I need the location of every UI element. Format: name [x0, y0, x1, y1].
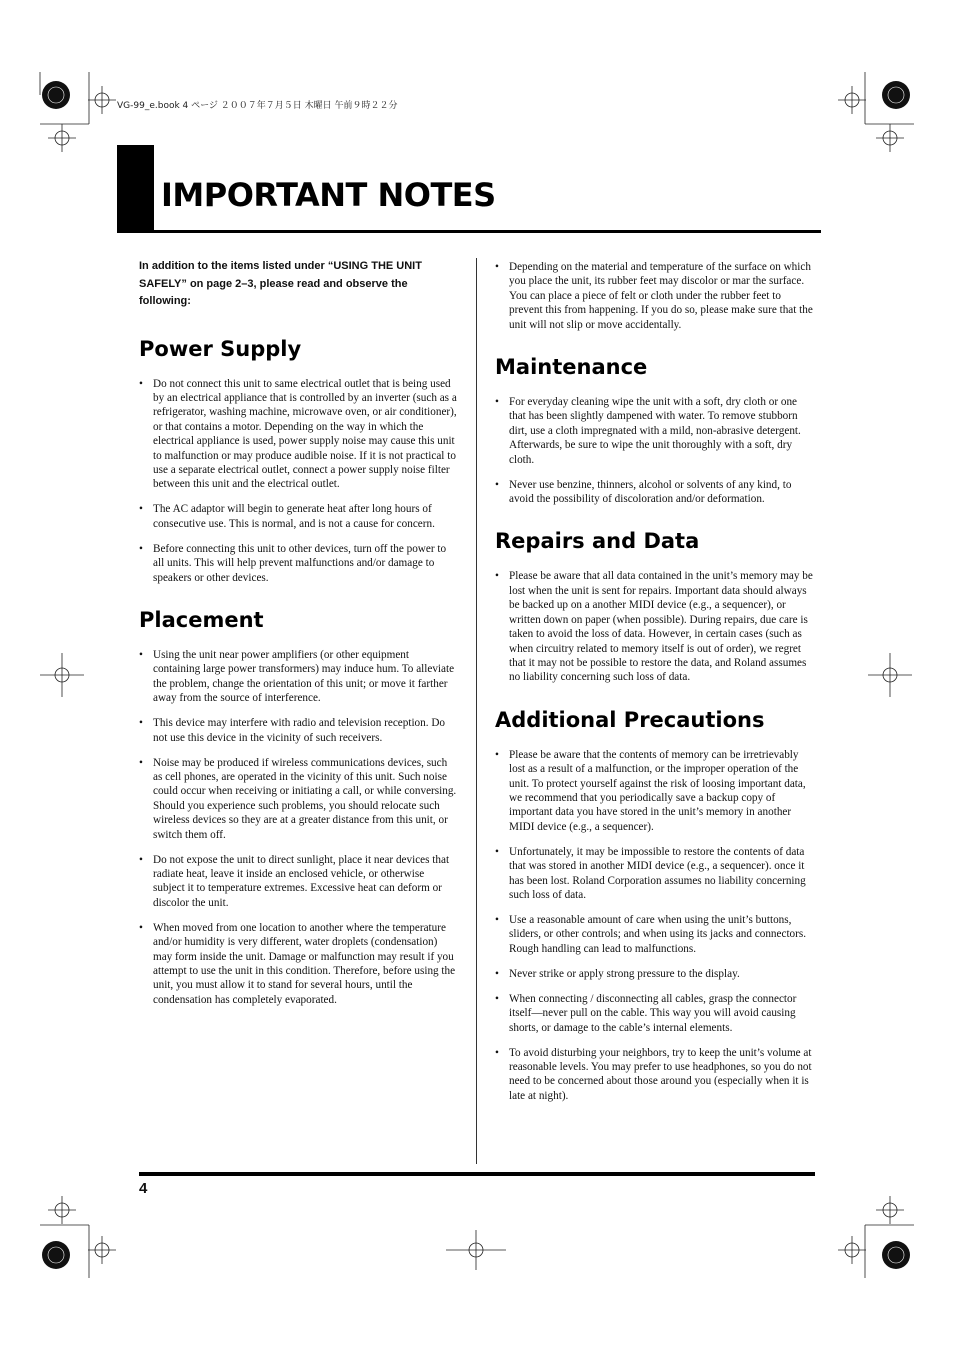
list-item: • Unfortunately, it may be impossible to restore the contents of data that was stored in another MIDI device (e.g., a sequencer). once it has been lost. Roland Corporation assumes no liability concerning such loss of data. [495, 845, 815, 903]
right-column [495, 260, 815, 1125]
maintenance-list [495, 395, 815, 506]
list-item: • Do not connect this unit to same electrical outlet that is being used by an electrical appliance that is controlled by an inverter (such as a refrigerator, washing machine, microwave oven, or air conditioner), or that contains a motor. Depending on the way in which the electrical appliance is used, power supply noise may cause this unit to malfunction or may produce audible noise. If it is not practical to use a separate electrical outlet, connect a power supply noise filter between this unit and the electrical outlet. [139, 377, 457, 492]
list-item: • Using the unit near power amplifiers (or other equipment containing large power transformers) may induce hum. To alleviate the problem, change the orientation of this unit; or move it farther away from the source of interference. [139, 648, 457, 706]
column-divider [476, 258, 477, 1164]
additional-precautions-list [495, 748, 815, 1104]
list-item: • Never strike or apply strong pressure to the display. [495, 967, 815, 981]
list-item: • To avoid disturbing your neighbors, try to keep the unit’s volume at reasonable levels. You may prefer to use headphones, so you do not need to be concerned about those around you (especially when it is late at night). [495, 1046, 815, 1104]
list-item: • For everyday cleaning wipe the unit with a soft, dry cloth or one that has been slightly dampened with water. To remove stubborn dirt, use a cloth impregnated with a mild, non-abrasive detergent. Afterwards, be sure to wipe the unit thoroughly with a soft, dry cloth. [495, 395, 815, 467]
list-item-text: You can place a piece of felt or cloth under the rubber feet to prevent this from happening. If you do so, please make sure that the unit will not slip or move accidentally. [509, 289, 813, 331]
footer-rule [139, 1172, 815, 1176]
list-item: • Please be aware that the contents of memory can be irretrievably lost as a result of a malfunction, or the improper operation of the unit. To protect yourself against the risk of loosing important data, we recommend that you periodically save a backup copy of important data you have stored in the unit’s memory in another MIDI device (e.g., a sequencer). [495, 748, 815, 834]
list-item: • Never use benzine, thinners, alcohol or solvents of any kind, to avoid the possibility of discoloration and/or deformation. [495, 478, 815, 507]
repairs-list [495, 569, 815, 684]
list-item: • This device may interfere with radio and television reception. Do not use this device in the vicinity of such receivers. [139, 716, 457, 745]
placement-heading: Placement [139, 607, 264, 632]
print-header: VG-99_e.book 4 ページ ２００７年７月５日 木曜日 午前９時２２分 [117, 101, 398, 111]
title-bar-block [117, 145, 154, 233]
list-item: • The AC adaptor will begin to generate heat after long hours of consecutive use. This is normal, and is not a cause for concern. [139, 502, 457, 531]
placement-list [139, 648, 457, 1007]
list-item: • Before connecting this unit to other devices, turn off the power to all units. This will help prevent malfunctions and/or damage to speakers or other devices. [139, 542, 457, 585]
page-title: IMPORTANT NOTES [161, 176, 496, 214]
list-item: • Use a reasonable amount of care when using the unit’s buttons, sliders, or other controls; and when using its jacks and connectors. Rough handling can lead to malfunctions. [495, 913, 815, 956]
title-rule [117, 230, 821, 233]
power-supply-heading: Power Supply [139, 336, 302, 361]
list-item: • When connecting / disconnecting all cables, grasp the connector itself—never pull on the cable. This way you will avoid causing shorts, or damage to the cable’s internal elements. [495, 992, 815, 1035]
page-number: 4 [139, 1180, 148, 1197]
list-item [495, 260, 815, 332]
list-item: • Do not expose the unit to direct sunlight, place it near devices that radiate heat, leave it inside an enclosed vehicle, or otherwise subject it to temperature extremes. Excessive heat can deform or discolor the unit. [139, 853, 457, 911]
repairs-heading: Repairs and Data [495, 529, 700, 554]
list-item-text: • Depending on the material and temperature of the surface on which you place the unit, its rubber feet may discolor or mar the surface. [509, 261, 811, 288]
power-supply-list [139, 377, 457, 585]
placement-list-continued [495, 260, 815, 332]
left-column [139, 258, 457, 1029]
list-item: • When moved from one location to another where the temperature and/or humidity is very different, water droplets (condensation) may form inside the unit. Damage or malfunction may result if you attempt to use the unit in this condition. Therefore, before using the unit, you must allow it to stand for several hours, until the condensation has completely evaporated. [139, 921, 457, 1007]
intro-text: In addition to the items listed under “USING THE UNIT SAFELY” on page 2–3, please read and observe the following: [139, 260, 422, 307]
list-item: • Noise may be produced if wireless communications devices, such as cell phones, are operated in the vicinity of this unit. Such noise could occur when receiving or initiating a call, or while conversing. Should you experience such problems, you should relocate such wireless devices so they are at a greater distance from this unit, or switch them off. [139, 756, 457, 842]
additional-precautions-heading: Additional Precautions [495, 707, 765, 732]
maintenance-heading: Maintenance [495, 355, 648, 380]
list-item: • Please be aware that all data contained in the unit’s memory may be lost when the unit is sent for repairs. Important data should always be backed up on a another MIDI device (e.g., a sequencer), or written down on paper (when possible). During repairs, due care is taken to avoid the loss of data. However, in certain cases (such as when circuitry related to memory itself is out of order), we regret that it may not be possible to restore the data, and Roland assumes no liability concerning such loss of data. [495, 569, 815, 684]
